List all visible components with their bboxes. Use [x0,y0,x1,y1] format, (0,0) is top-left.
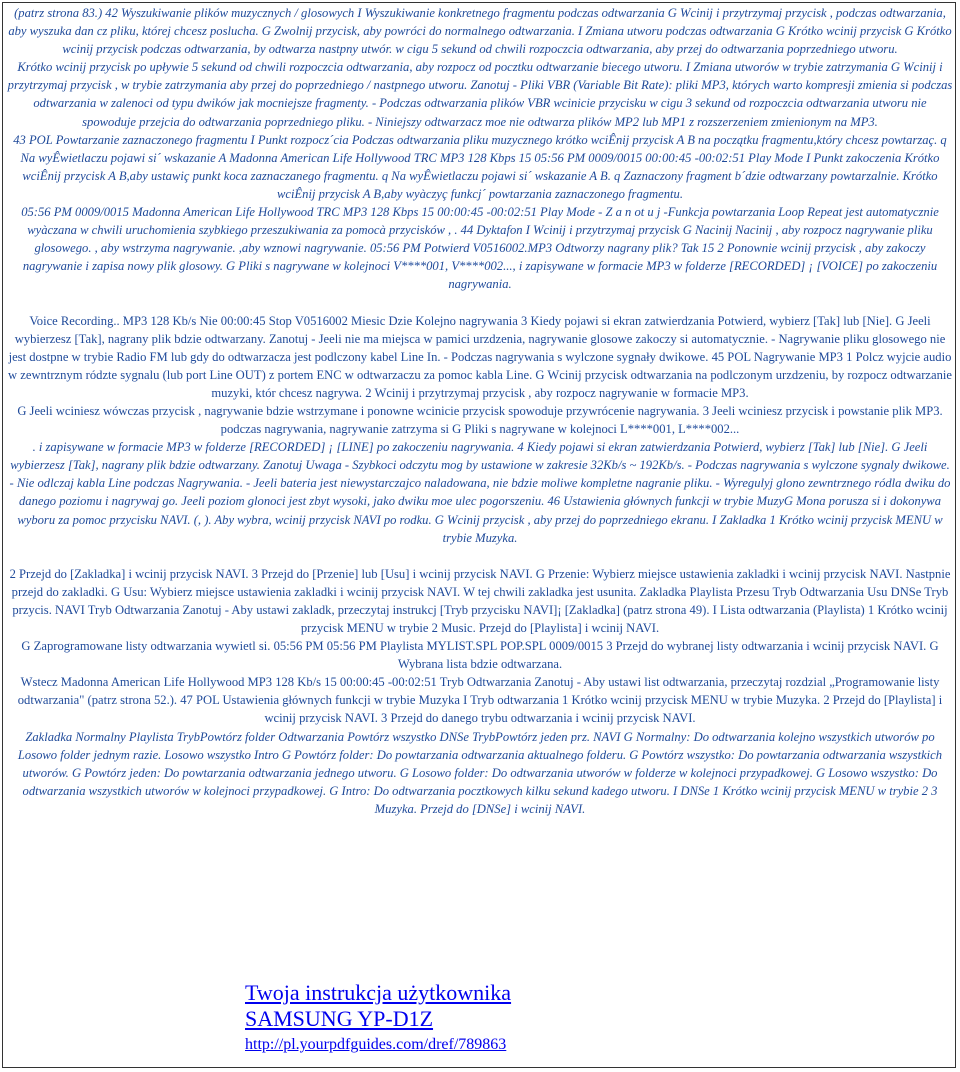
paragraph: 43 POL Powtarzanie zaznaczonego fragmentu I Punkt rozpocz´cia Podczas odtwarzania pliku muzycznego krótko wciÊnij przycisk A B na początku fragmentu,który chcesz powtarzaç. q Na wyÊwietlaczu pojawi si´ wskazanie A Madonna American Life Hollywood TRC MP3 128 Kbps 15 05:56 PM 0009/0015 00:00:45 -00:02:51 Play Mode I Punkt zakoczenia Krótko wciÊnij przycisk A B,aby ustawiç punkt koca zaznaczanego fragmentu. q Na wyÊwietlaczu pojawi si´ wskazanie A B. q Zaznaczony fragment b´dzie odtwarzany powtarzalnie. Krótko wciÊnij przycisk A B,aby wyàczyç funkcj´ powtarzania zaznaczonego fragmentu. [13,132,947,201]
manual-link-url[interactable]: http://pl.yourpdfguides.com/dref/789863 [245,1036,507,1053]
paragraph: Zakladka Normalny Playlista TrybPowtórz folder Odtwarzania Powtórz wszystko DNSe TrybPowtórz jeden prz. NAVI G Normalny: Do odtwarzania kolejno wszystkich utworów po Losowo folder jednym razie. Losowo wszystko Intro G Powtórz folder: Do powtarzania odtwarzania aktualnego folderu. G Powtórz wszystko: Do powtarzania odtwarzania wszystkich utworów. G Powtórz jeden: Do powtarzania odtwarzania jednego utworu. G Losowo folder: Do odtwarzania utworów w folderze w kolejnoci przypadkowej. G Losowo wszystko: Do odtwarzania wszystkich utworów w kolejnoci przypadkowej. G Intro: Do odtwarzania pocztkowych kilku sekund kadego utworu. I DNSe 1 Krótko wcinij przycisk MENU w trybie 2 3 Muzyka. Przejd do [DNSe] i wcinij NAVI. [17,729,943,816]
paragraph: 2 Przejd do [Zakladka] i wcinij przycisk NAVI. 3 Przejd do [Przenie] lub [Usu] i wcinij przycisk NAVI. G Przenie: Wybierz miejsce ustawienia zakladki i wcinij przycisk NAVI. Nastpnie przejd do zakladki. G Usu: Wybierz miejsce ustawienia zakladki i wcinij przycisk NAVI. W tej chwili zakladka jest usunita. Zakladka Playlista Przesu Tryb Odtwarzania Usu DNSe Tryb przycis. NAVI Tryb Odtwarzania Zanotuj - Aby ustawi zakladk, przeczytaj instrukcj [Tryb przycisku NAVI]¡ [Zakladka] (patrz strona 49). I Lista odtwarzania (Playlista) 1 Krótko wcinij przycisk MENU w trybie 2 Music. Przejd do [Playlista] i wcinij NAVI. [9,566,951,635]
paragraph: G Jeeli wciniesz wówczas przycisk , nagrywanie bdzie wstrzymane i ponowne wcinicie przycisk spowoduje przywrócenie nagrywania. 3 Jeeli wciniesz przycisk i powstanie plik MP3. podczas nagrywania, nagrywanie zatrzyma si G Pliki s nagrywane w kolejnoci L****001, L****002... [17,403,943,437]
paragraph: . i zapisywane w formacie MP3 w folderze [RECORDED] ¡ [LINE] po zakoczeniu nagrywania. 4 Kiedy pojawi si ekran zatwierdzania Potwierd, wybierz [Tak] lub [Nie]. G Jeeli wybierzesz [Tak], nagrany plik bdzie odtwarzany. Zanotuj Uwaga - Szybkoci odczytu mog by ustawione w zakresie 32Kb/s ~ 192Kb/s. - Podczas nagrywania s wylczone sygnaly dwikowe. - Nie odlczaj kabla Line podczas Nagrywania. - Jeeli bateria jest niewystarczajco naladowana, nie bdzie moliwe kompletne nagranie pliku. - Wyregulуj glono zewntrznego ródla dwiku do danego poziomu i nagrywaj go. Jeeli poziom glonoci jest zbyt wysoki, jako dwiku moe ulec pogorszeniu. 46 Ustawienia głównych funkcji w trybie MuzyG Mona porusza si i dokonywa wyboru za pomoc przycisku NAVI. (, ). Aby wybra, wcinij przycisk NAVI po rodku. G Wcinij przycisk , aby przej do poprzedniego ekranu. I Zakladka 1 Krótko wcinij przycisk MENU w trybie Muzyka. [9,440,951,545]
paragraph: Wstecz Madonna American Life Hollywood MP3 128 Kb/s 15 00:00:45 -00:02:51 Tryb Odtwarzania Zanotuj - Aby ustawi list odtwarzania, przeczytaj rozdzial „Programowanie listy odtwarzania" (patrz strona 52.). 47 POL Ustawienia głównych funkcji w trybie Muzyka I Tryb odtwarzania 1 Krótko wcinij przycisk MENU w trybie Muzyka. 2 Przejd do [Playlista] i wcinij przycisk NAVI. 3 Przejd do danego trybu odtwarzania i wcinij przycisk NAVI. [17,675,943,726]
page-frame [2,2,956,1068]
footer-links [245,980,705,1056]
paragraph: Voice Recording.. MP3 128 Kb/s Nie 00:00:45 Stop V0516002 Miesic Dzie Kolejno nagrywania 3 Kiedy pojawi si ekran zatwierdzania Potwierd, wybierz [Tak] lub [Nie]. G Jeeli wybierzesz [Tak], nagrany plik bdzie odtwarzany. Zanotuj - Jeeli nie ma miejsca w pamici urzdzenia, nagrywanie glosowe zakoczy si automatycznie. - Nagrywanie pliku glosowego nie jest dostpne w trybie Radio FM lub gdy do odtwarzacza jest podlczony kabel Line In. - Podczas nagrywania s wylczone sygnały dwikowe. 45 POL Nagrywanie MP3 1 Polcz wyjcie audio w zewntrznym rództe sygnalu (lub port Line OUT) z portem ENC w odtwarzaczu za pomoc kabla Line. G Wcinij przycisk odtwarzania na podlczonym urzdzeniu, by rozpocz odtwarzanie muzyki, któr chcesz nagrywa. 2 Wcinij i przytrzymaj przycisk , aby rozpocz nagrywanie w formacie MP3. [8,313,952,400]
document-body [7,4,953,818]
manual-link-model[interactable]: SAMSUNG YP-D1Z [245,1006,434,1031]
manual-link-title[interactable]: Twoja instrukcja użytkownika [245,980,512,1005]
paragraph: Krótko wcinij przycisk po upływie 5 sekund od chwili rozpoczcia odtwarzania, aby rozpocz od pocztku odtwarzanie biecego utworu. I Zmiana utworów w trybie zatrzymania G Wcinij i przytrzymaj przycisk , w trybie zatrzymania aby przej do poprzedniego / nastpnego utworu. Zanotuj - Pliki VBR (Variable Bit Rate): pliki MP3, których warto kompresji zmienia si podczas odtwarzania w zalenoci od typu dwików jak mocniejsze fragmenty. - Podczas odtwarzania plików VBR wcinicie przycisku w cigu 3 sekund od rozpoczcia odtwarzania utworu nie spowoduje przejcia do odtwarzania poprzedniego pliku. - Niniejszy odtwarzacz moe nie odtwarza plików MP2 lub MP1 z rozszerzeniem zmienionym na MP3. [7,60,953,129]
paragraph: G Zaprogramowane listy odtwarzania wywietl si. 05:56 PM 05:56 PM Playlista MYLIST.SPL POP.SPL 0009/0015 3 Przejd do wybranej listy odtwarzania i wcinij przycisk NAVI. G Wybrana lista bdzie odtwarzana. [21,639,939,672]
paragraph: 05:56 PM 0009/0015 Madonna American Life Hollywood TRC MP3 128 Kbps 15 00:00:45 -00:02:51 Play Mode - Z a n ot u j -Funkcja powtarzania Loop Repeat jest automatycznie wyàczana w chwili uruchomienia szybkiego przeszukiwania za pomocà przycisków , . 44 Dyktafon I Wcinij i przytrzymaj przycisk G Nacinij Nacinij , aby rozpocz nagrywanie pliku glosowego. , aby wstrzyma nagrywanie. ,aby wznowi nagrywanie. 05:56 PM Potwierd V0516002.MP3 Odtworzy nagrany plik? Tak 15 2 Ponownie wcinij przycisk , aby zakoczy nagrywanie i zapisa nowy plik glosowy. G Pliki s nagrywane w kolejnoci V****001, V****002..., i zapisywane w formacie MP3 w folderze [RECORDED] ¡ [VOICE] po zakoczeniu nagrywania. [21,205,939,292]
paragraph: (patrz strona 83.) 42 Wyszukiwanie plików muzycznych / glosowych I Wyszukiwanie konkretnego fragmentu podczas odtwarzania G Wcinij i przytrzymaj przycisk , podczas odtwarzania, aby wyszuka dan cz pliku, której chcesz poslucha. G Zwolnij przycisk, aby powróci do normalnego odtwarzania. I Zmiana utworu podczas odtwarzania G Krótko wcinij przycisk G Krótko wcinij przycisk podczas odtwarzania, by odtwarza nastpny utwór. w cigu 5 sekund od chwili rozpoczcia odtwarzania, aby przej do odtwarzania poprzedniego utworu. [8,6,952,57]
